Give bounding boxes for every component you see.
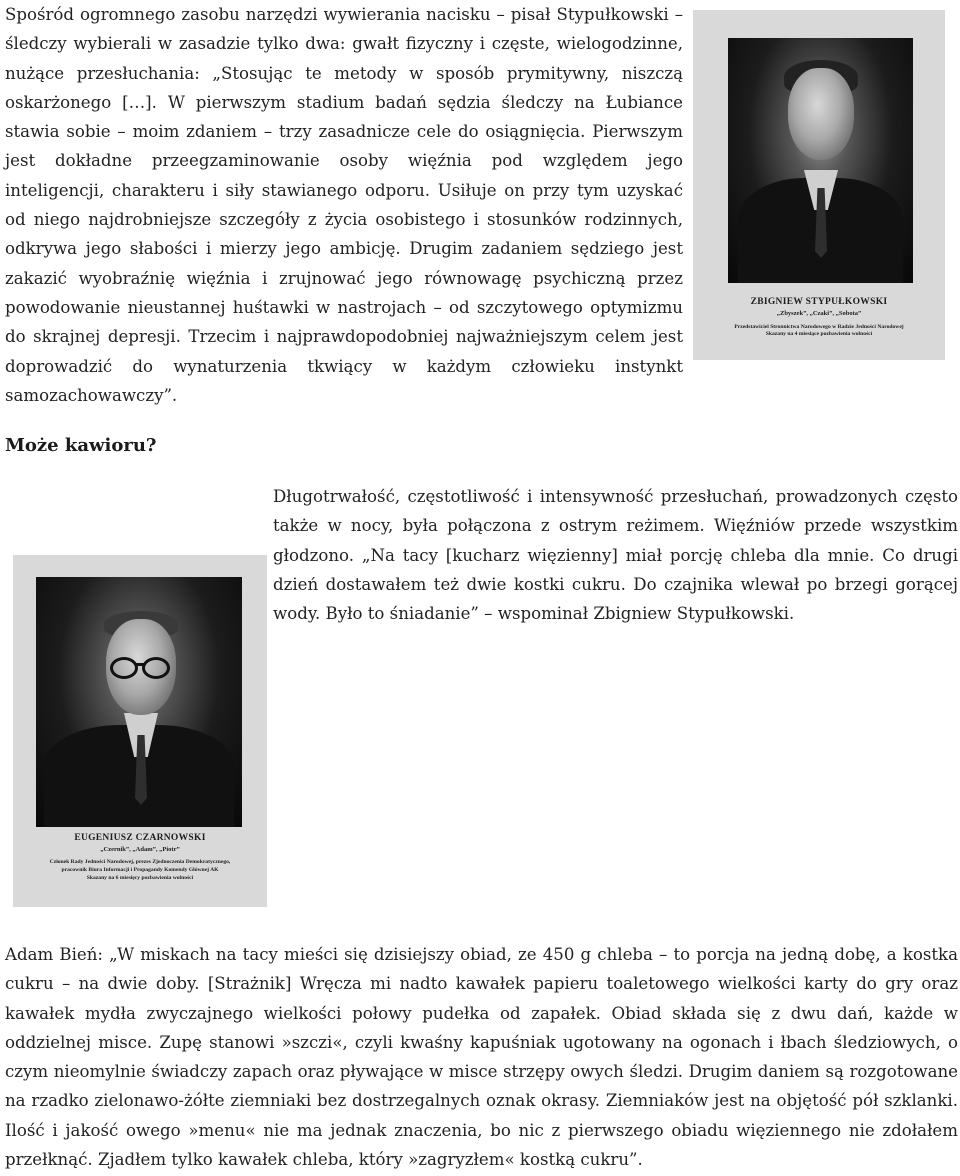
portrait-photo — [36, 577, 242, 827]
portrait-czarnowski — [13, 555, 267, 907]
portrait-photo — [728, 38, 913, 283]
section-heading: Może kawioru? — [5, 435, 157, 456]
portrait-aliases: „Zbyszek”, „Czaki”, „Sobota” — [776, 310, 862, 317]
article-paragraph-1: Spośród ogromnego zasobu narzędzi wywierania nacisku – pisał Stypułkowski – śledczy wybierali w zasadzie tylko dwa: gwałt fizyczny i częste, wielogodzinne, nużące przesłuchania: „Stosując te metody w sposób prymitywny, niszczą oskarżonego […]. W pierwszym stadium badań sędzia śledczy na Łubiance stawia sobie – moim zdaniem – trzy zasadnicze cele do osiągnięcia. Pierwszym jest dokładne przeegzaminowanie osoby więźnia pod względem jego inteligencji, charakteru i siły stawianego odporu. Usiłuje on przy tym uzyskać od niego najdrobniejsze szczegóły z życia osobistego i stosunków rodzinnych, odkrywa jego słabości i mierzy jego ambicję. Drugim zadaniem sędziego jest zakazić wyobraźnię więźnia i zrujnować jego równowagę psychiczną przez powodowanie nieustannej huśtawki w nastrojach – od szczytowego optymizmu do skrajnej depresji. Trzecim i najprawdopodobniej najważniejszym celem jest doprowadzić do wynaturzenia tkwiący w każdym człowieku instynkt samozachowawczy”. — [5, 5, 683, 405]
portrait-sentence: Skazany na 6 miesięcy pozbawienia wolności — [86, 875, 194, 881]
glasses-left-lens — [110, 657, 138, 679]
portrait-sentence: Skazany na 4 miesiące pozbawienia wolności — [765, 331, 873, 337]
face-shape — [788, 68, 854, 160]
portrait-description: Przedstawiciel Stronnictwa Narodowego w Radzie Jedności Narodowej — [734, 324, 904, 330]
portrait-name: ZBIGNIEW STYPUŁKOWSKI — [750, 297, 888, 307]
portrait-aliases: „Czernik”, „Adam”, „Piotr” — [100, 846, 180, 853]
glasses-bridge — [136, 663, 144, 666]
portrait-description: Członek Rady Jedności Narodowej, prezes Zjednoczenia Demokratycznego, — [49, 859, 231, 865]
portrait-name: EUGENIUSZ CZARNOWSKI — [74, 833, 206, 843]
article-paragraph-3: Adam Bień: „W miskach na tacy mieści się dzisiejszy obiad, ze 450 g chleba – to porcja na jedną dobę, a kostka cukru – na dwie doby. [Strażnik] Wręcza mi nadto kawałek papieru toaletowego wielkości karty do gry oraz kawałek mydła zwyczajnego wielkości połowy pudełka od zapałek. Obiad składa się z dwu dań, każde w oddzielnej misce. Zupę stanowi »szczi«, czyli kwaśny kapuśniak ugotowany na ogonach i łbach śledziowych, o czym nieomylnie świadczy zapach oraz pływające w misce strzępy owych śledzi. Drugim daniem są rozgotowane na rzadko zielonawo-żółte ziemniaki bez dostrzegalnych oznak okrasy. Ziemniaków jest na objętość pół szklanki. Ilość i jakość owego »menu« nie ma jednak znaczenia, bo nic z pierwszego obiadu więziennego nie zdołałem przełknąć. Zjadłem tylko kawałek chleba, który »zagryzłem« kostką cukru”. — [5, 945, 958, 1170]
portrait-stypulkowski — [693, 10, 945, 360]
portrait-description-2: pracownik Biura Informacji i Propagandy Komendy Głównej AK — [61, 867, 219, 873]
glasses-right-lens — [142, 657, 170, 679]
article-paragraph-2: Długotrwałość, częstotliwość i intensywność przesłuchań, prowadzonych często także w nocy, była połączona z ostrym reżimem. Więźniów przede wszystkim głodzono. „Na tacy [kucharz więzienny] miał porcję chleba dla mnie. Co drugi dzień dostawałem też dwie kostki cukru. Do czajnika wlewał po brzegi gorącej wody. Było to śniadanie” – wspominał Zbigniew Stypułkowski. — [273, 487, 958, 624]
